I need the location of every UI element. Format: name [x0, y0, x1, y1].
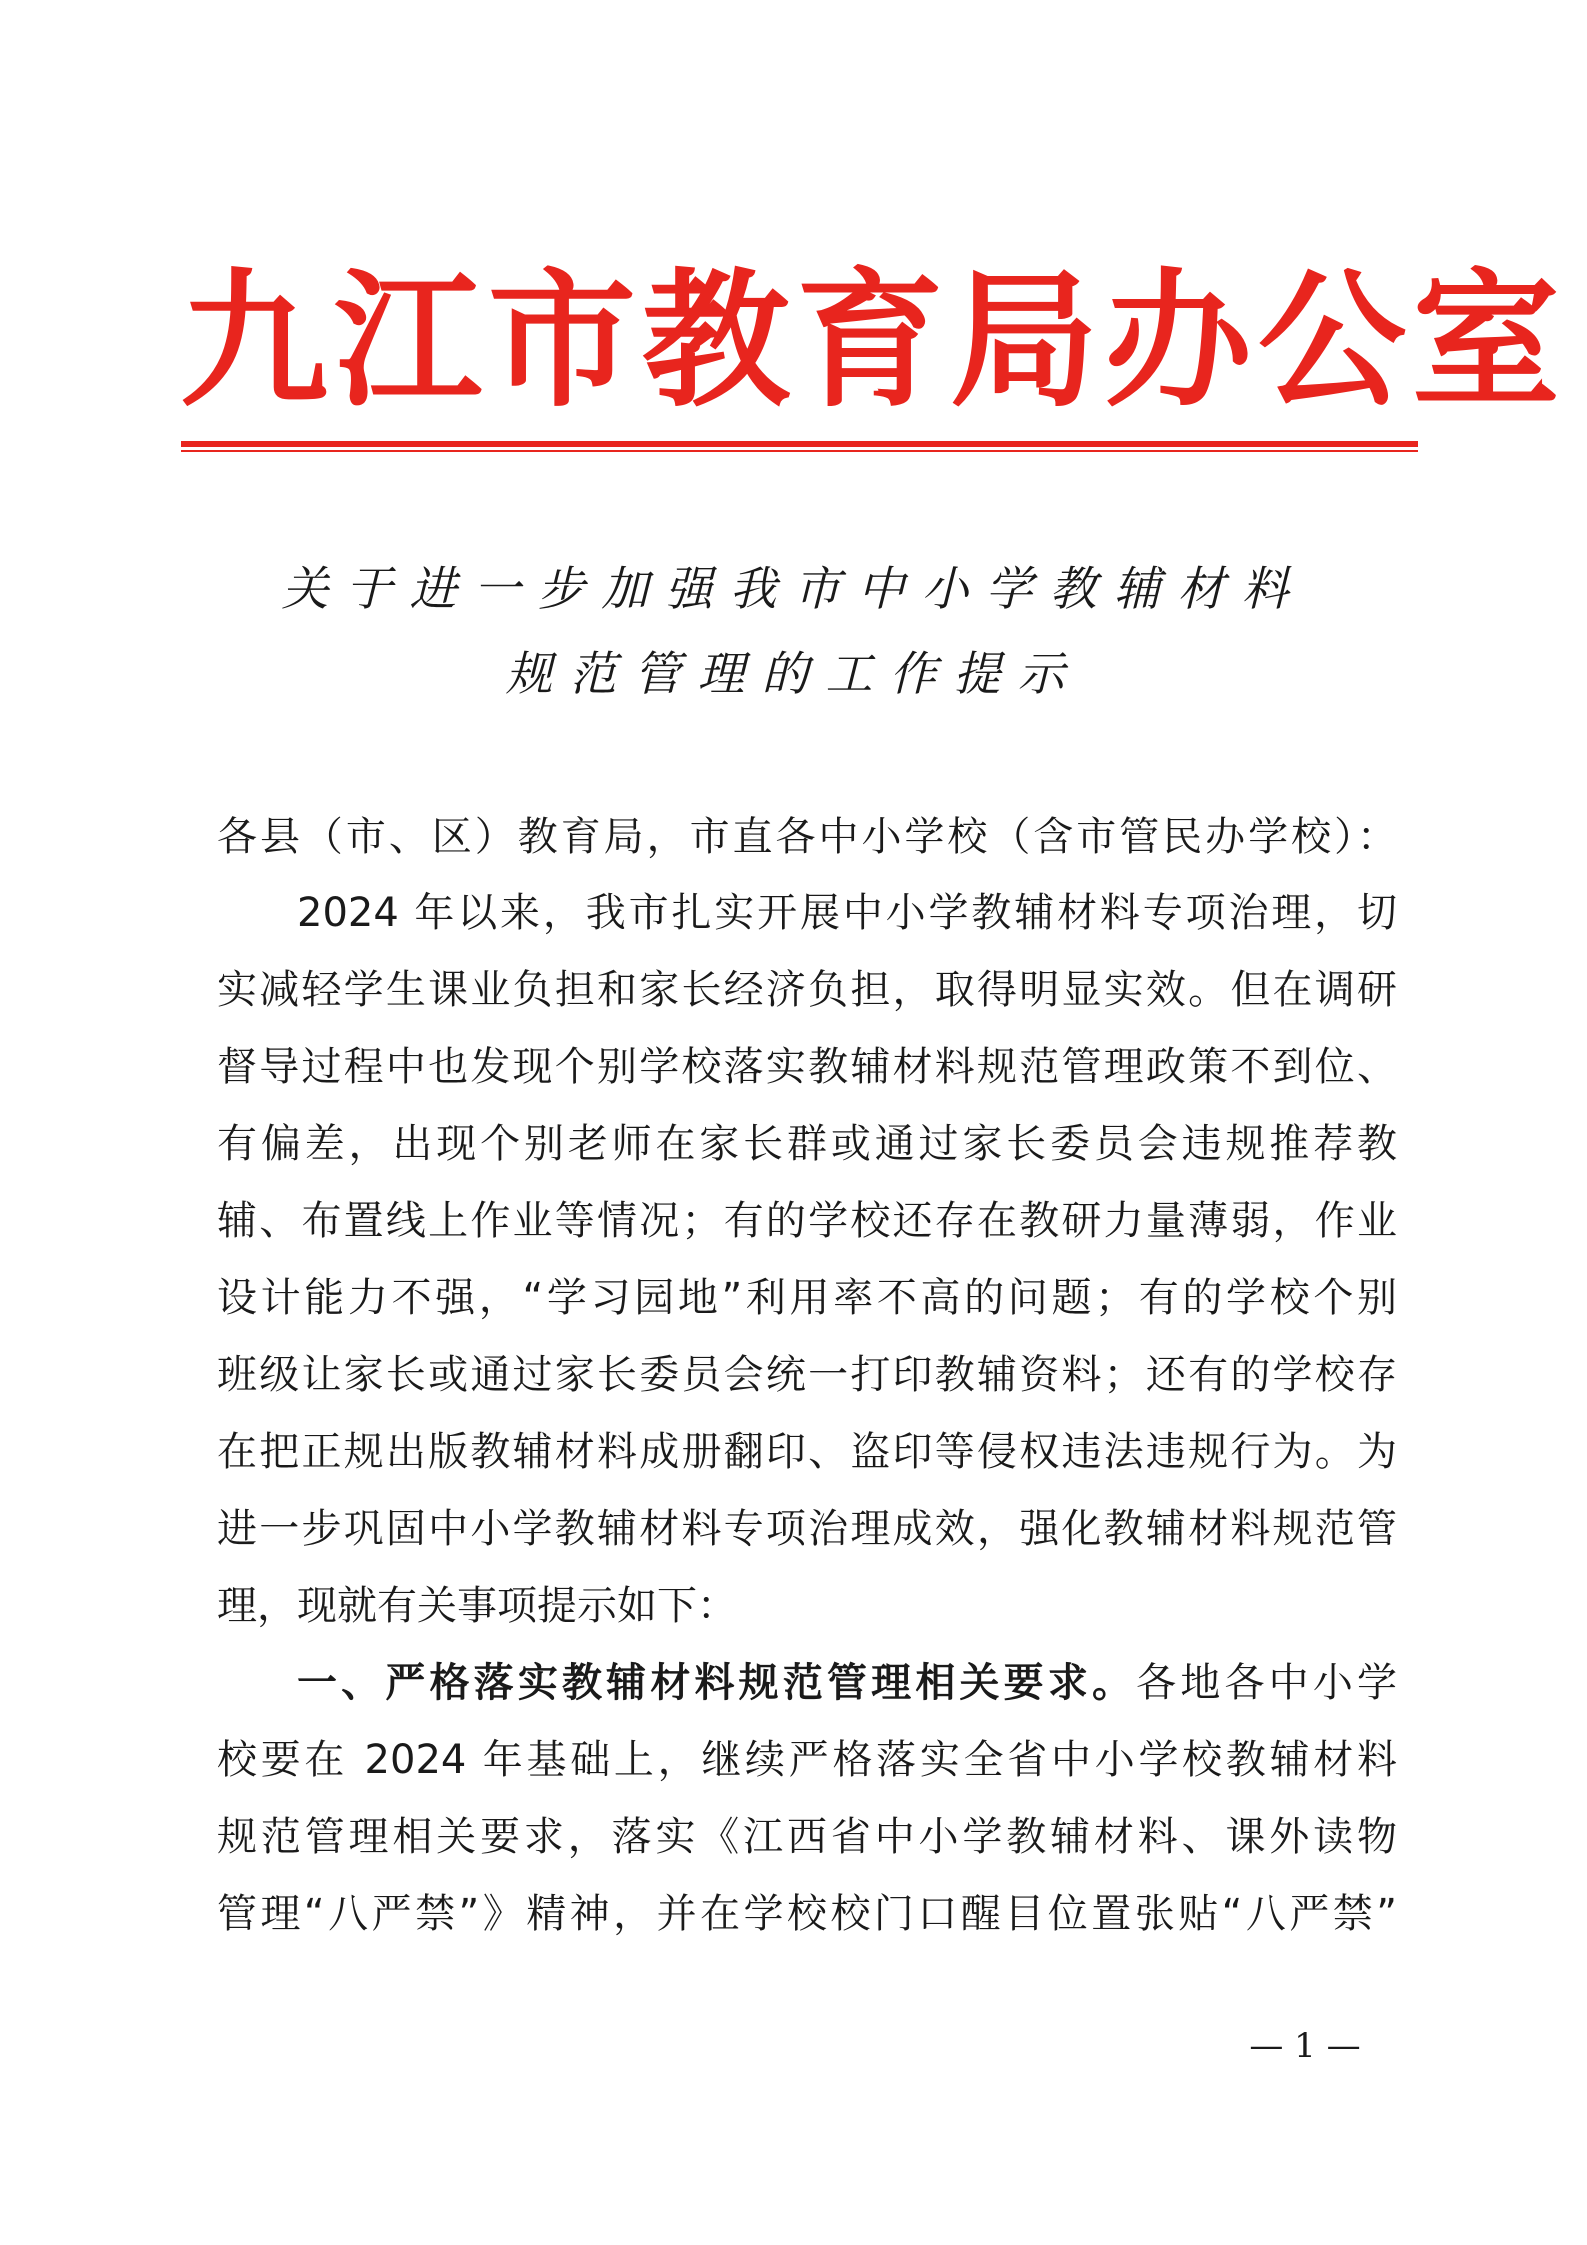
paragraph-line: 有偏差，出现个别老师在家长群或通过家长委员会违规推荐教	[217, 1121, 1397, 1167]
header-red-rule	[181, 441, 1418, 447]
issuing-organization-header: 九江市教育局办公室	[180, 253, 1566, 427]
paragraph-line: 设计能力不强，“学习园地”利用率不高的问题；有的学校个别	[217, 1275, 1397, 1321]
paragraph-line: 校要在 2024 年基础上，继续严格落实全省中小学校教辅材料	[217, 1737, 1397, 1783]
paragraph-line: 规范管理相关要求，落实《江西省中小学教辅材料、课外读物	[217, 1814, 1397, 1860]
paragraph-line: 进一步巩固中小学教辅材料专项治理成效，强化教辅材料规范管	[217, 1506, 1397, 1552]
salutation: 各县（市、区）教育局，市直各中小学校（含市管民办学校）：	[217, 814, 1397, 860]
document-title-line-1: 关于进一步加强我市中小学教辅材料	[281, 562, 1306, 617]
paragraph-line: 2024 年以来，我市扎实开展中小学教辅材料专项治理，切	[297, 890, 1397, 936]
header-red-rule-thin	[181, 450, 1418, 452]
section-1-text: 各地各中小学	[1136, 1660, 1398, 1706]
section-1-first-line	[297, 1653, 1397, 1713]
paragraph-line: 班级让家长或通过家长委员会统一打印教辅资料；还有的学校存	[217, 1352, 1397, 1398]
page-number: — 1 —	[1249, 2026, 1361, 2066]
paragraph-line: 实减轻学生课业负担和家长经济负担，取得明显实效。但在调研	[217, 967, 1397, 1013]
section-1-heading: 一、严格落实教辅材料规范管理相关要求。	[297, 1660, 1137, 1706]
paragraph-line: 辅、布置线上作业等情况；有的学校还存在教研力量薄弱，作业	[217, 1198, 1397, 1244]
paragraph-line: 理，现就有关事项提示如下：	[217, 1583, 737, 1629]
paragraph-line: 督导过程中也发现个别学校落实教辅材料规范管理政策不到位、	[217, 1044, 1397, 1090]
paragraph-line: 管理“八严禁”》精神，并在学校校门口醒目位置张贴“八严禁”	[217, 1891, 1397, 1937]
document-title-line-2: 规范管理的工作提示	[505, 647, 1082, 702]
paragraph-line: 在把正规出版教辅材料成册翻印、盗印等侵权违法违规行为。为	[217, 1429, 1397, 1475]
